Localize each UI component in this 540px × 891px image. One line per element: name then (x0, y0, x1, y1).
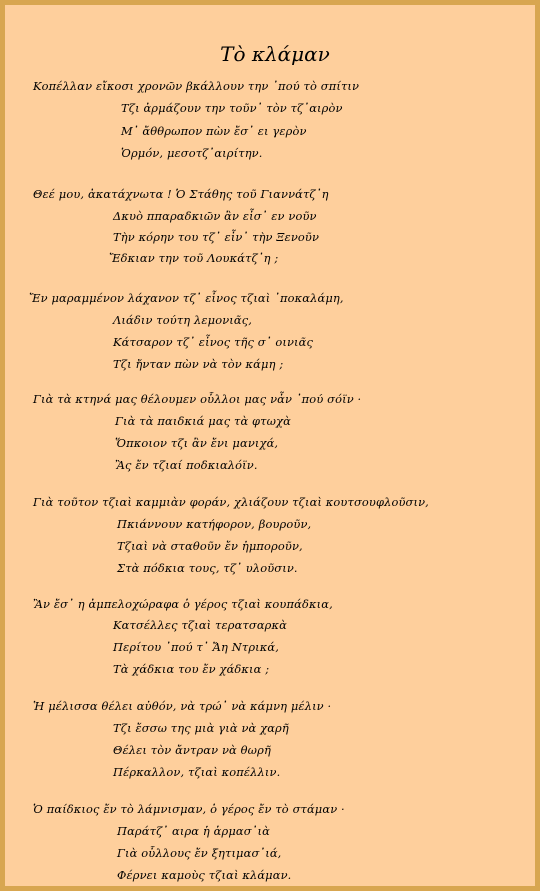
stanza-5-line-2: Πκιάννουν κατήφορον, βουροῦν, (117, 517, 312, 531)
stanza-4-line-3: Ὅπκοιον τζι ἂν ἔνι μανιχά, (115, 436, 279, 450)
stanza-2-line-1: Θεέ μου, ἀκατάχνωτα ! Ὁ Στάθης τοῦ Γιαννάτζ᾽η (33, 187, 329, 201)
stanza-1-line-1: Κοπέλλαν εἴκοσι χρονῶν βκάλλουν την ᾽πού τὸ σπίτιν (33, 79, 360, 93)
stanza-5-line-3: Τζιαὶ νὰ σταθοῦν ἔν ἠμποροῦν, (117, 539, 303, 553)
stanza-3-line-2: Λιάδιν τούτη λεμονιᾶς, (113, 313, 253, 327)
stanza-5-line-1: Γιὰ τοῦτον τζιαὶ καμμιὰν φοράν, χλιάζουν τζιαὶ κουτσουφλοῦσιν, (33, 495, 429, 509)
stanza-8-line-4: Φέρνει καμοὺς τζιαὶ κλάμαν. (117, 868, 292, 882)
stanza-7-line-1: Ἡ μέλισσα θέλει αὐθόν, νὰ τρώ᾽ νὰ κάμνη μέλιν · (33, 699, 332, 713)
stanza-2-line-4: Ἔδκιαν την τοῦ Λουκάτζ᾽η ; (109, 251, 279, 265)
stanza-7-line-2: Τζι ἔσσω της μιὰ γιὰ νὰ χαρῆ (113, 721, 289, 735)
stanza-3-line-1: Ἔν μαραμμένον λάχανον τζ᾽ εἶνος τζιαὶ ᾽ποκαλάμη, (29, 291, 344, 305)
poem-title: Τὸ κλάμαν (220, 42, 330, 66)
stanza-4-line-4: Ἂς ἔν τζιαί ποδκιαλόϊν. (115, 458, 258, 472)
stanza-6-line-2: Κατσέλλες τζιαὶ τερατσαρκὰ (113, 618, 287, 632)
stanza-6-line-3: Περίτου ᾽πού τ᾽ Ἄη Ντρικά, (113, 640, 280, 654)
stanza-8-line-2: Παράτζ᾽ αιρα ἡ ἁρμασ᾽ιὰ (117, 824, 270, 838)
stanza-2-line-3: Τὴν κόρην του τζ᾽ εἶν᾽ τὴν Ξενοῦν (113, 230, 320, 244)
stanza-1-line-4: Ὁρμόν, μεσοτζ᾽αιρίτην. (121, 146, 263, 160)
stanza-3-line-3: Κάτσαρον τζ᾽ εἶνος τῆς σ᾽ οινιᾶς (113, 335, 314, 349)
stanza-5-line-4: Στὰ πόδκια τους, τζ᾽ υλοῦσιν. (117, 561, 298, 575)
stanza-8-line-3: Γιὰ οὗλλους ἔν ξητιμασ᾽ιά, (117, 846, 282, 860)
stanza-4-line-1: Γιὰ τὰ κτηνά μας θέλουμεν οὗλλοι μας νἆν ᾽πού σόϊν · (33, 392, 362, 406)
stanza-7-line-3: Θέλει τὸν ἄντραν νὰ θωρῆ (113, 743, 271, 757)
stanza-1-line-3: Μ᾽ ἄθθρωπον πὼν ἔσ᾽ ει γερὸν (121, 124, 307, 138)
stanza-8-line-1: Ὁ παίδκιος ἔν τὸ λάμνισμαν, ὁ γέρος ἔν τὸ στάμαν · (33, 802, 345, 816)
stanza-6-line-4: Τὰ χάδκια του ἔν χάδκια ; (113, 662, 270, 676)
stanza-1-line-2: Τζι ἀρμάζουν την τοῦν᾽ τὸν τζ᾽αιρὸν (121, 101, 343, 115)
stanza-4-line-2: Γιὰ τὰ παιδκιά μας τὰ φτωχὰ (115, 414, 291, 428)
stanza-3-line-4: Τζι ἤνταν πὼν νὰ τὸν κάμη ; (113, 357, 284, 371)
stanza-2-line-2: Δκυὸ ππαραδκιῶν ἂν εἶσ᾽ εν νοῦν (113, 209, 317, 223)
stanza-6-line-1: Ἂν ἔσ᾽ η ἀμπελοχώραφα ὁ γέρος τζιαὶ κουπάδκια, (33, 597, 333, 611)
stanza-7-line-4: Πέρκαλλον, τζιαὶ κοπέλλιν. (113, 765, 281, 779)
